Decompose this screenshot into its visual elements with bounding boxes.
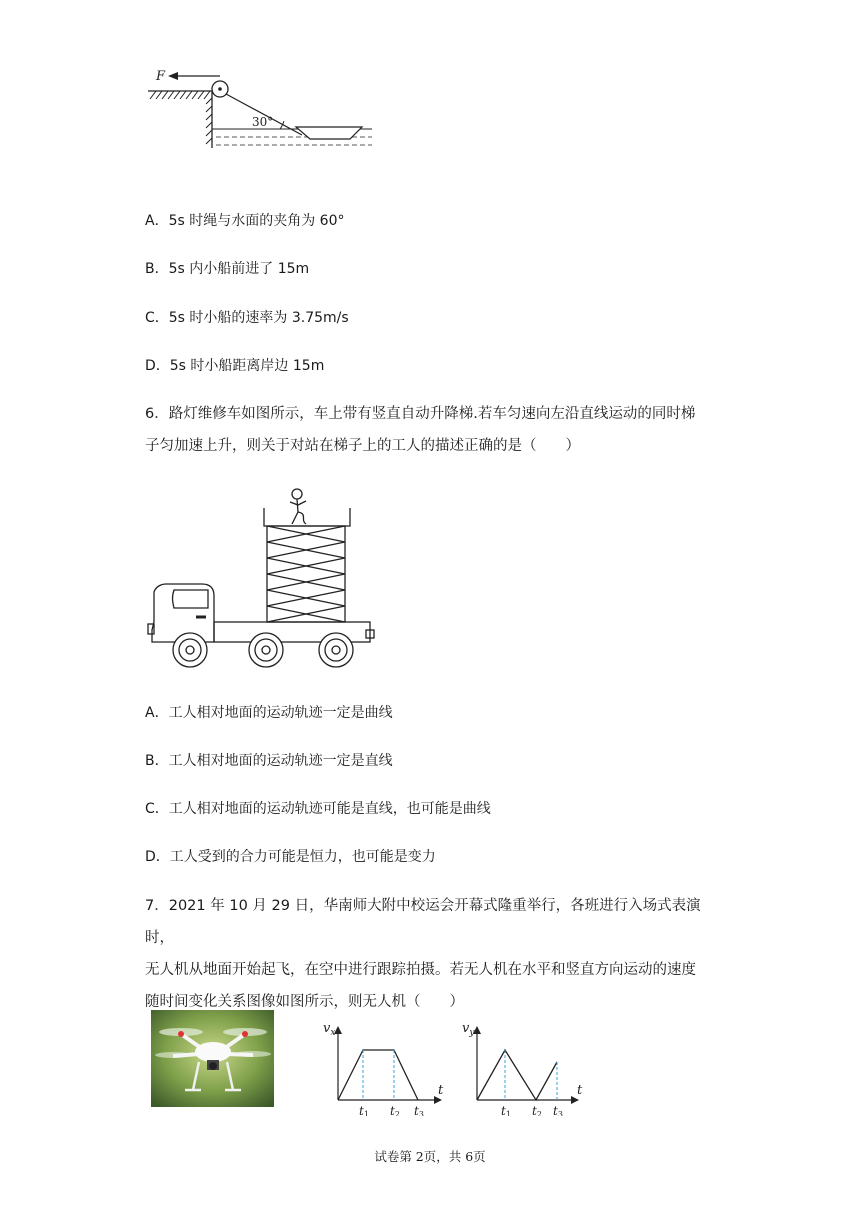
q5-option-b: B．5s 内小船前进了 15m: [145, 261, 310, 277]
svg-text:t2: [532, 1104, 542, 1116]
q7-stem-line2: 无人机从地面开始起飞，在空中进行跟踪拍摄。若无人机在水平和竖直方向运动的速度: [145, 962, 696, 978]
vx-ylabel: v: [323, 1021, 331, 1036]
truck-lift-figure: [140, 484, 380, 674]
q6-stem: [145, 398, 725, 462]
q7-stem-line3: 随时间变化关系图像如图所示，则无人机（ ）: [145, 994, 464, 1010]
q6-option-a: A．工人相对地面的运动轨迹一定是曲线: [145, 705, 393, 721]
vy-xlabel: t: [577, 1083, 583, 1098]
svg-text:t3: [553, 1104, 563, 1116]
svg-text:vy: [462, 1021, 475, 1038]
svg-text:t3: [414, 1104, 424, 1116]
vy-tick-3-sub: 3: [557, 1110, 563, 1116]
page-footer: 试卷第 2页，共 6页: [374, 1149, 486, 1164]
vy-tick-1: t: [501, 1104, 506, 1116]
q6-stem-line1: 6．路灯维修车如图所示，车上带有竖直自动升降梯.若车匀速向左沿直线运动的同时梯: [145, 406, 696, 422]
vx-tick-2: t: [390, 1104, 395, 1116]
vx-tick-2-sub: 2: [394, 1110, 400, 1116]
vx-xlabel: t: [438, 1083, 444, 1098]
vy-tick-3: t: [553, 1104, 558, 1116]
vy-tick-1-sub: 1: [505, 1110, 511, 1116]
q7-stem-line1: 7．2021 年 10 月 29 日，华南师大附中校运会开幕式隆重举行，各班进行入场式表演时，: [145, 898, 701, 946]
svg-text:t2: [390, 1104, 400, 1116]
q5-option-d: D．5s 时小船距离岸边 15m: [145, 358, 325, 374]
q5-option-a: A．5s 时绳与水面的夹角为 60°: [145, 213, 345, 229]
q6-option-d: D．工人受到的合力可能是恒力，也可能是变力: [145, 849, 436, 865]
drone-photo: [151, 1010, 274, 1107]
q6-option-b: B．工人相对地面的运动轨迹一定是直线: [145, 753, 393, 769]
force-label: F: [156, 69, 166, 84]
svg-text:vx: [323, 1021, 335, 1038]
vx-tick-1: t: [359, 1104, 364, 1116]
q7-stem: [145, 890, 725, 1018]
q5-option-c: C．5s 时小船的速率为 3.75m/s: [145, 310, 349, 326]
q6-stem-line2: 子匀加速上升，则关于对站在梯子上的工人的描述正确的是（ ）: [145, 438, 580, 454]
vx-tick-3-sub: 3: [418, 1110, 424, 1116]
vx-ysub: x: [330, 1028, 336, 1038]
vy-tick-2: t: [532, 1104, 537, 1116]
vx-time-graph: [318, 1016, 448, 1116]
vx-tick-1-sub: 1: [363, 1110, 369, 1116]
vy-ylabel: v: [462, 1021, 470, 1036]
vy-tick-2-sub: 2: [536, 1110, 542, 1116]
vy-ysub: y: [469, 1028, 475, 1038]
q6-option-c: C．工人相对地面的运动轨迹可能是直线，也可能是曲线: [145, 801, 491, 817]
svg-text:t1: [359, 1104, 369, 1116]
svg-text:t1: [501, 1104, 511, 1116]
vy-time-graph: [457, 1016, 587, 1116]
angle-label: 30°: [252, 115, 274, 129]
pulley-boat-figure: [140, 64, 380, 154]
vx-tick-3: t: [414, 1104, 419, 1116]
